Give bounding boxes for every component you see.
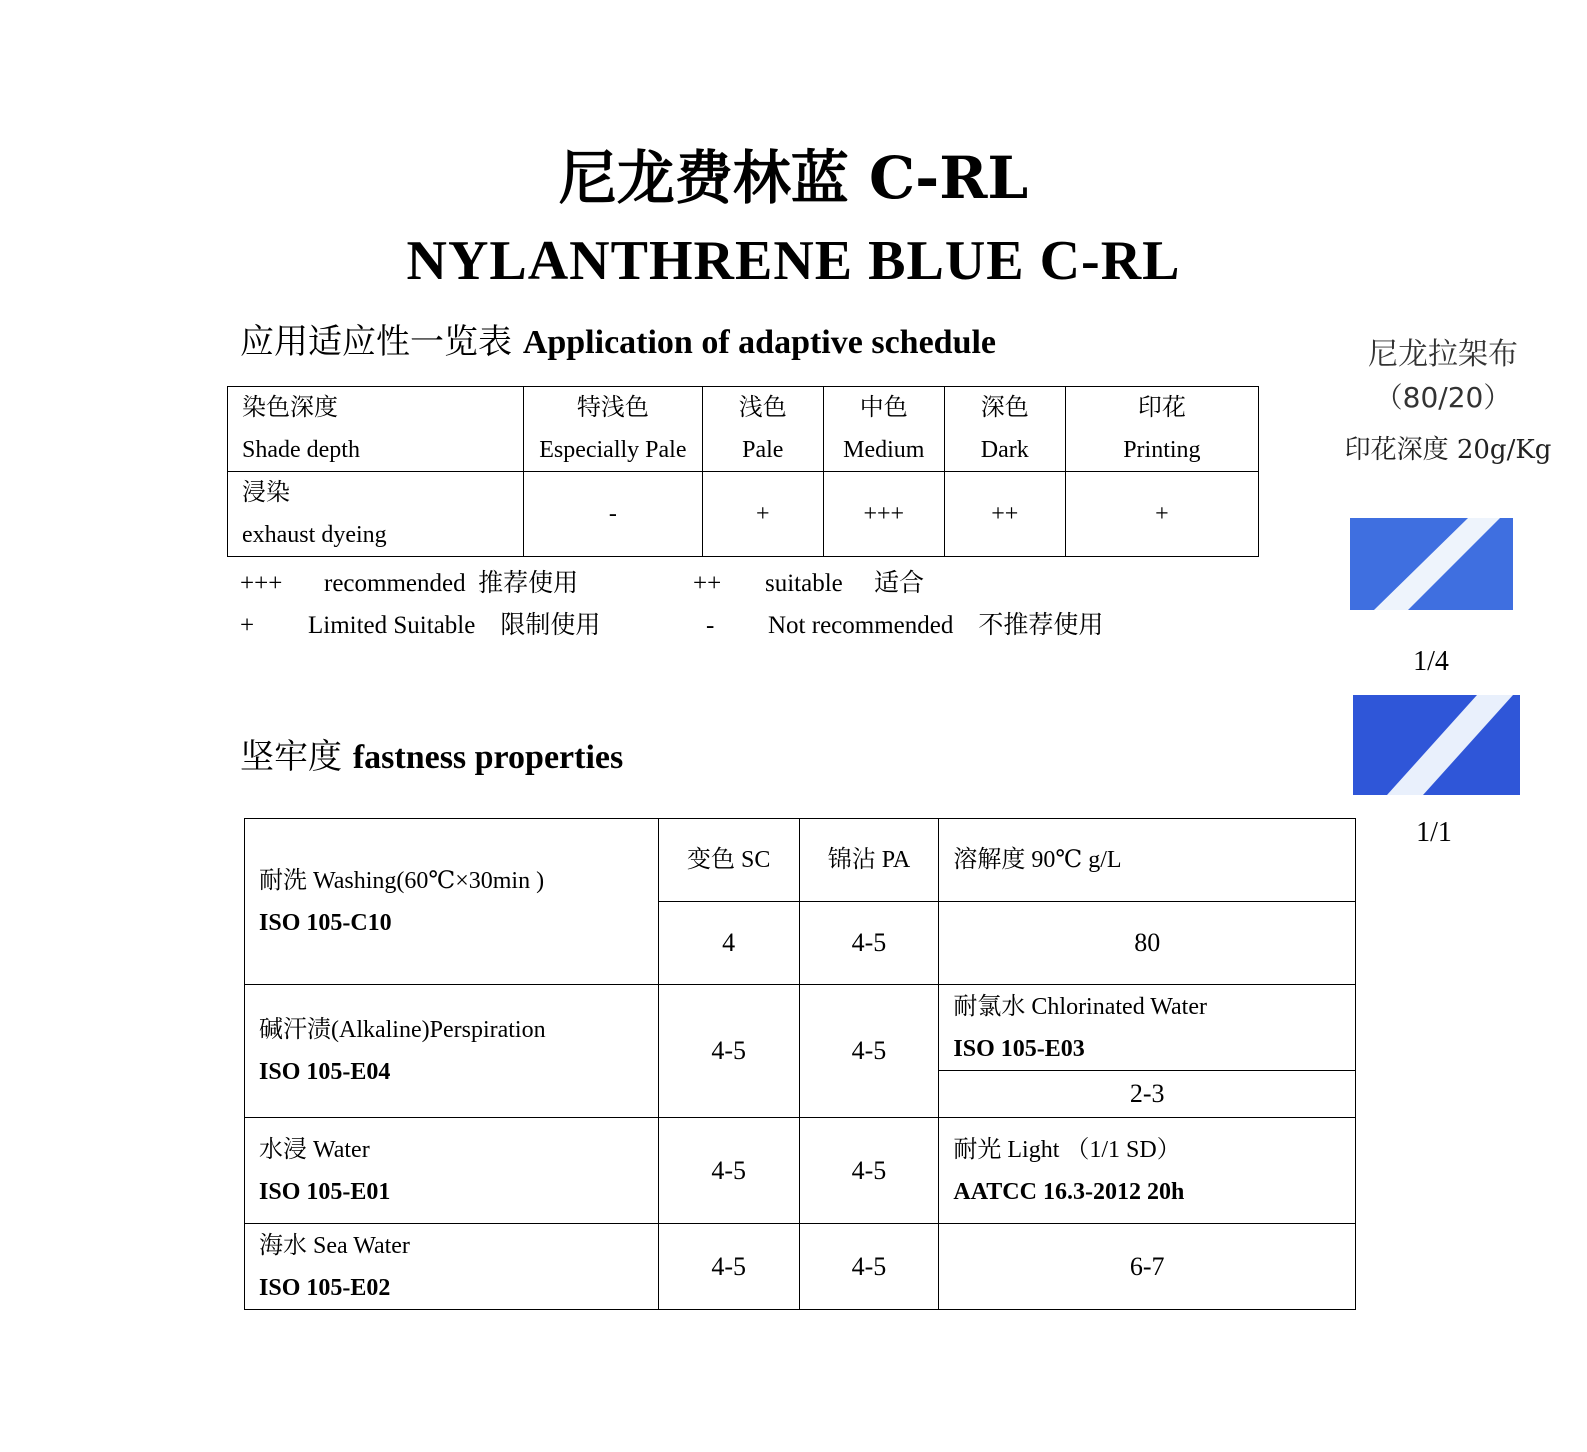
light-value: 6-7 [939, 1224, 1356, 1310]
water-row [245, 1118, 1356, 1224]
sea-water-pa: 4-5 [799, 1224, 939, 1310]
title-english: NYLANTHRENE BLUE C-RL [406, 230, 1181, 292]
application-heading-cn: 应用适应性一览表 [240, 322, 512, 362]
header-pa: 锦沾 PA [799, 819, 939, 902]
application-exhaust-row [228, 472, 1259, 557]
washing-label-cell: 耐洗 Washing(60℃×30min ) ISO 105-C10 [245, 819, 659, 985]
header-printing: 印花 Printing [1065, 387, 1258, 472]
water-sc: 4-5 [658, 1118, 799, 1224]
application-table [227, 386, 1259, 557]
swatch-quarter-label: 1/4 [1413, 646, 1449, 677]
legend-suitable: ++ suitable 适合 [693, 570, 925, 597]
swatch-full-image [1353, 695, 1520, 795]
fastness-heading-en: fastness properties [352, 739, 624, 776]
value-medium: +++ [823, 472, 944, 557]
legend-not-recommended: - Not recommended 不推荐使用 [706, 612, 1104, 639]
solubility-value: 80 [939, 902, 1356, 985]
chlorinated-value: 2-3 [939, 1071, 1356, 1118]
fastness-heading [240, 735, 623, 780]
header-especially-pale: 特浅色 Especially Pale [523, 387, 702, 472]
header-medium: 中色 Medium [823, 387, 944, 472]
washing-pa: 4-5 [799, 902, 939, 985]
fabric-ratio: （80/20） [1374, 381, 1512, 414]
header-solubility: 溶解度 90℃ g/L [939, 819, 1356, 902]
header-sc: 变色 SC [658, 819, 799, 902]
water-pa: 4-5 [799, 1118, 939, 1224]
value-especially-pale: - [523, 472, 702, 557]
fastness-header-row [245, 819, 1356, 902]
perspiration-label-cell: 碱汗渍(Alkaline)Perspiration ISO 105-E04 [245, 985, 659, 1118]
fastness-heading-cn: 坚牢度 [240, 737, 342, 777]
header-shade-depth: 染色深度 Shade depth [228, 387, 524, 472]
row-exhaust-dyeing: 浸染 exhaust dyeing [228, 472, 524, 557]
print-depth: 印花深度 20g/Kg [1344, 435, 1552, 465]
header-dark: 深色 Dark [944, 387, 1065, 472]
value-dark: ++ [944, 472, 1065, 557]
application-header-row [228, 387, 1259, 472]
application-heading [240, 320, 996, 365]
sea-water-label-cell: 海水 Sea Water ISO 105-E02 [245, 1224, 659, 1310]
legend-recommended: +++ recommended 推荐使用 [240, 570, 579, 597]
light-label-cell: 耐光 Light （1/1 SD） AATCC 16.3-2012 20h [939, 1118, 1356, 1224]
application-heading-en: Application of adaptive schedule [522, 324, 997, 361]
perspiration-pa: 4-5 [799, 985, 939, 1118]
swatch-full-label: 1/1 [1416, 817, 1452, 848]
value-pale: + [702, 472, 823, 557]
perspiration-row [245, 985, 1356, 1071]
swatch-full [1353, 695, 1520, 795]
header-pale: 浅色 Pale [702, 387, 823, 472]
value-printing: + [1065, 472, 1258, 557]
sea-water-sc: 4-5 [658, 1224, 799, 1310]
perspiration-sc: 4-5 [658, 985, 799, 1118]
title-chinese: 尼龙费林蓝 C-RL [558, 144, 1029, 212]
swatch-quarter-image [1350, 518, 1513, 610]
fastness-table [244, 818, 1356, 1310]
chlorinated-label-cell: 耐氯水 Chlorinated Water ISO 105-E03 [939, 985, 1356, 1071]
washing-sc: 4 [658, 902, 799, 985]
legend-limited: + Limited Suitable 限制使用 [240, 612, 601, 639]
fabric-name: 尼龙拉架布 [1368, 337, 1518, 372]
sea-water-row [245, 1224, 1356, 1310]
swatch-quarter [1350, 518, 1513, 610]
water-label-cell: 水浸 Water ISO 105-E01 [245, 1118, 659, 1224]
